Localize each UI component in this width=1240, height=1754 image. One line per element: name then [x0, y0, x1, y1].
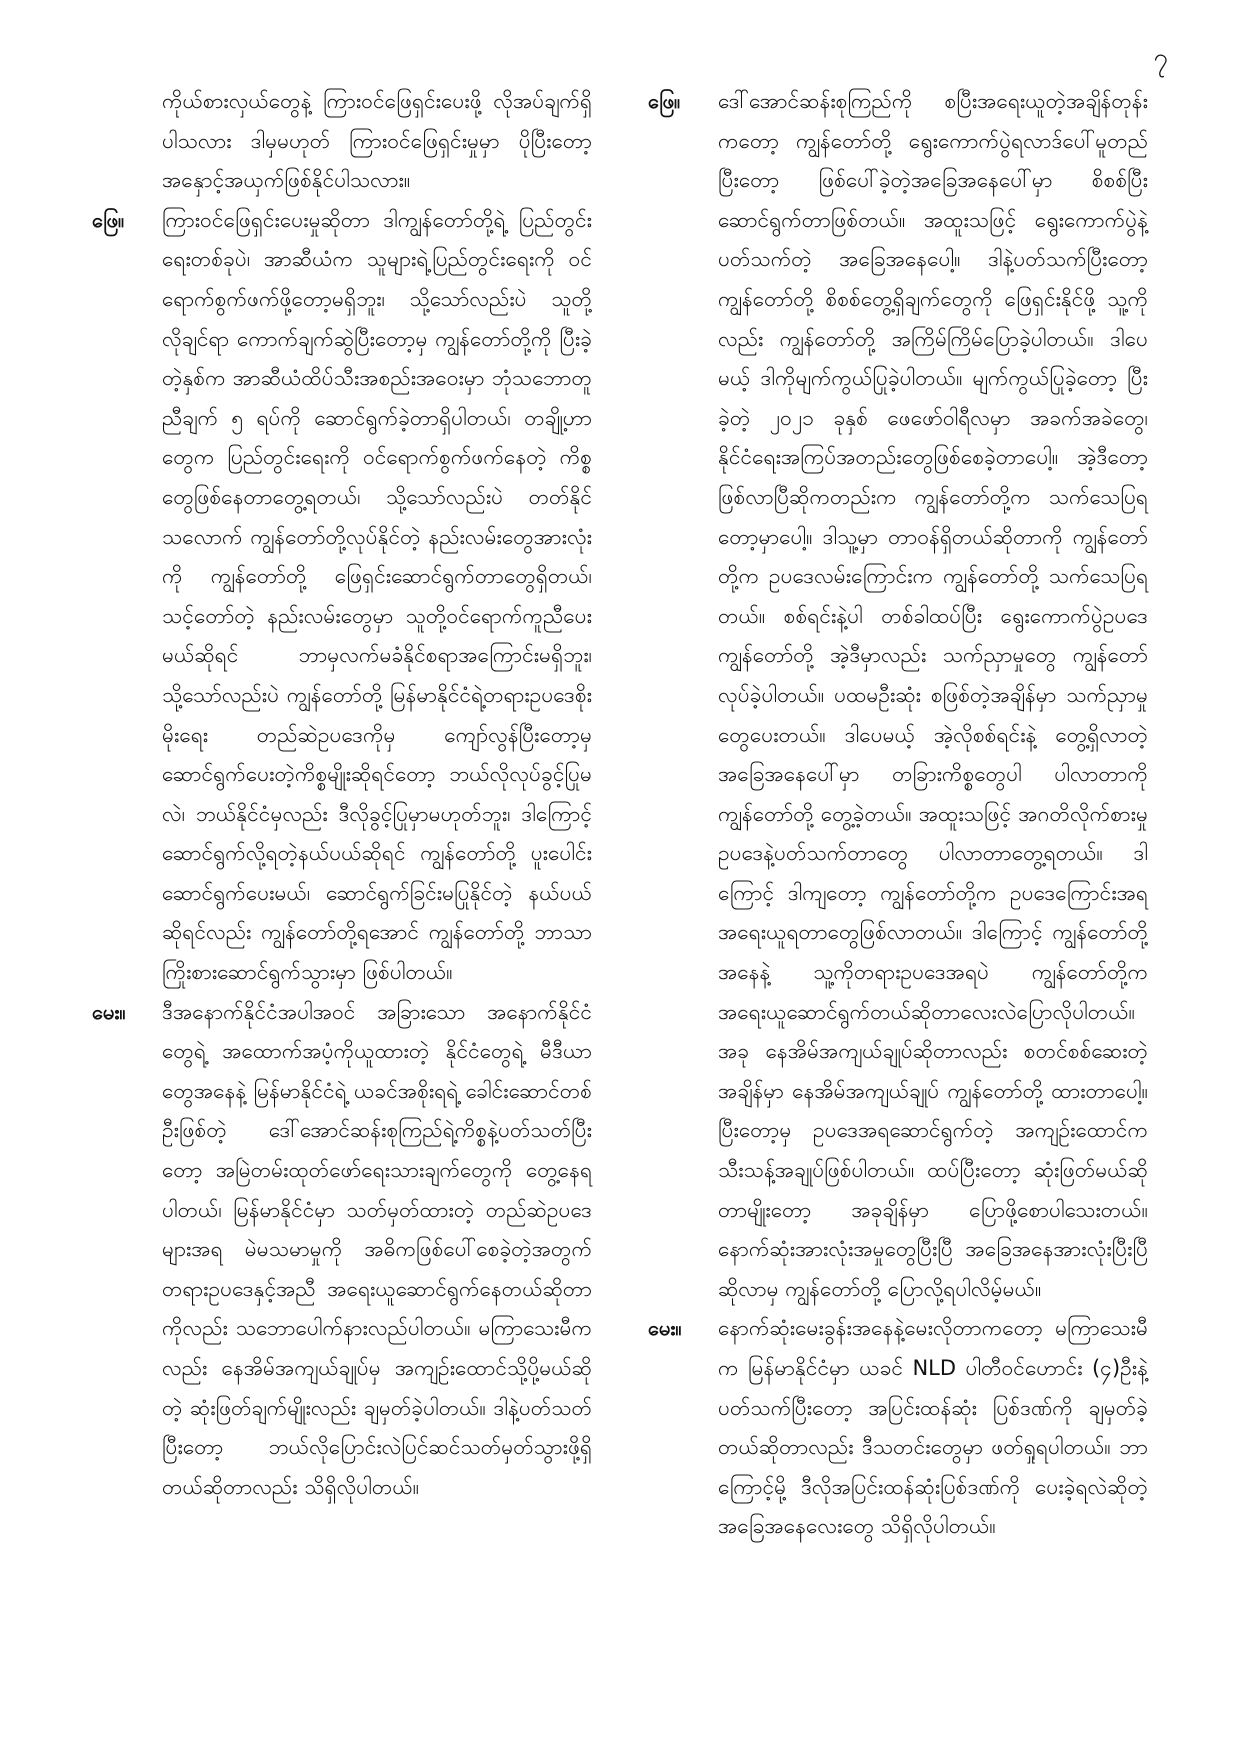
- speaker-label: ဖြေ။: [92, 207, 125, 232]
- qa-block: [92, 993, 592, 1508]
- paragraph-text: ကြားဝင်ဖြေရှင်းပေးမှုဆိုတာ ဒါကျွန်တော်တို့ရဲ့ ပြည်တွင်းရေးတစ်ခုပဲ၊ အာဆီယံက သူများရဲ့ပြည်တွင်းရေးကို ဝင်ရောက်စွက်ဖက်ဖို့တော့မရှိဘူး၊ သို့သော်လည်းပဲ သူတို့လိုချင်ရာ ကောက်ချက်ဆွဲပြီးတော့မှ ကျွန်တော်တို့ကို ပြီးခဲ့တဲ့နှစ်က အာဆီယံထိပ်သီးအစည်းအဝေးမှာ ဘုံသဘောတူညီချက် ၅ ရပ်ကို ဆောင်ရွက်ခဲ့တာရှိပါတယ်၊ တချို့ဟာတွေက ပြည်တွင်းရေးကို ဝင်ရောက်စွက်ဖက်နေတဲ့ ကိစ္စတွေဖြစ်နေတာတွေ့ရတယ်၊ သို့သော်လည်းပဲ တတ်နိုင်သလောက် ကျွန်တော်တို့လုပ်နိုင်တဲ့ နည်းလမ်းတွေအားလုံးကို ကျွန်တော်တို့ ဖြေရှင်းဆောင်ရွက်တာတွေရှိတယ်၊ သင့်တော်တဲ့ နည်းလမ်းတွေမှာ သူတို့ဝင်ရောက်ကူညီပေးမယ်ဆိုရင် ဘာမှလက်မခံနိုင်စရာအကြောင်းမရှိဘူး၊ သို့သော်လည်းပဲ ကျွန်တော်တို့ မြန်မာနိုင်ငံရဲ့တရားဥပဒေစိုးမိုးရေး တည်ဆဲဥပဒေကိုမှ ကျော်လွန်ပြီးတော့မှ ဆောင်ရွက်ပေးတဲ့ကိစ္စမျိုးဆိုရင်တော့ ဘယ်လိုလုပ်ခွင့်ပြုမလဲ၊ ဘယ်နိုင်ငံမှလည်း ဒီလိုခွင့်ပြုမှာမဟုတ်ဘူး၊ ဒါကြောင့် ဆောင်ရွက်လို့ရတဲ့နယ်ပယ်ဆိုရင် ကျွန်တော်တို့ ပူးပေါင်းဆောင်ရွက်ပေးမယ်၊ ဆောင်ရွက်ခြင်းမပြုနိုင်တဲ့ နယ်ပယ်ဆိုရင်လည်း ကျွန်တော်တို့ရအောင် ကျွန်တော်တို့ ဘာသာ ကြိုးစားဆောင်ရွက်သွားမှာ ဖြစ်ပါတယ်။: [162, 207, 592, 985]
- qa-block: [92, 82, 592, 201]
- paragraph-text: ကိုယ်စားလှယ်တွေနဲ့ ကြားဝင်ဖြေရှင်းပေးဖို့ လိုအပ်ချက်ရှိပါသလား ဒါမှမဟုတ် ကြားဝင်ဖြေရှင်းမှုမှာ ပိုပြီးတော့ အနှောင့်အယှက်ဖြစ်နိုင်ပါသလား။: [162, 89, 592, 193]
- speaker-label: ဖြေ။: [648, 89, 681, 113]
- qa-block: [92, 201, 592, 993]
- speaker-label: မေး။: [92, 999, 126, 1024]
- right-column: [648, 82, 1148, 1547]
- speaker-label: မေး။: [648, 1316, 682, 1341]
- qa-block: [648, 82, 1148, 1309]
- left-column: [92, 82, 592, 1507]
- paragraph-text: နောက်ဆုံးမေးခွန်းအနေနဲ့မေးလိုတာကတော့ မကြာသေးမီက မြန်မာနိုင်ငံမှာ ယခင် NLD ပါတီဝင်ဟောင်း (၄)ဦးနဲ့ပတ်သက်ပြီးတော့ အပြင်းထန်ဆုံး ပြစ်ဒဏ်ကို ချမှတ်ခဲ့တယ်ဆိုတာလည်း ဒီသတင်းတွေမှာ ဖတ်ရှုရပါတယ်။ ဘာကြောင့်မို့ ဒီလိုအပြင်းထန်ဆုံးပြစ်ဒဏ်ကို ပေးခဲ့ရလဲဆိုတဲ့ အခြေအနေလေးတွေ သိရှိလိုပါတယ်။: [718, 1316, 1148, 1539]
- qa-block: [648, 1309, 1148, 1547]
- paragraph-text: ဒေါ်အောင်ဆန်းစုကြည်ကို စပြီးအရေးယူတဲ့အချိန်တုန်းကတော့ ကျွန်တော်တို့ ရွေးကောက်ပွဲရလာဒ်ပေါ်မူတည်ပြီးတော့ ဖြစ်ပေါ်ခဲ့တဲ့အခြေအနေပေါ်မှာ စိစစ်ပြီး ဆောင်ရွက်တာဖြစ်တယ်။ အထူးသဖြင့် ရွေးကောက်ပွဲနဲ့ပတ်သက်တဲ့ အခြေအနေပေါ့။ ဒါနဲ့ပတ်သက်ပြီးတော့ ကျွန်တော်တို့ စိစစ်တွေ့ရှိချက်တွေကို ဖြေရှင်းနိုင်ဖို့ သူ့ကိုလည်း ကျွန်တော်တို့ အကြိမ်ကြိမ်ပြောခဲ့ပါတယ်။ ဒါပေမယ့် ဒါကိုမျက်ကွယ်ပြုခဲ့ပါတယ်။ မျက်ကွယ်ပြုခဲ့တော့ ပြီးခဲ့တဲ့ ၂၀၂၁ ခုနှစ် ဖေဖော်ဝါရီလမှာ အခက်အခဲတွေ၊ နိုင်ငံရေးအကြပ်အတည်းတွေဖြစ်စေခဲ့တာပေါ့။ အဲ့ဒီတော့ဖြစ်လာပြီဆိုကတည်းက ကျွန်တော်တို့က သက်သေပြရတော့မှာပေါ့။ ဒါသူ့မှာ တာဝန်ရှိတယ်ဆိုတာကို ကျွန်တော်တို့က ဥပဒေလမ်းကြောင်းက ကျွန်တော်တို့ သက်သေပြရတယ်။ စစ်ရင်းနဲ့ပါ တစ်ခါထပ်ပြီး ရွေးကောက်ပွဲဥပဒေ ကျွန်တော်တို့ အဲ့ဒီမှာလည်း သက်ညှာမှုတွေ ကျွန်တော်လုပ်ခဲ့ပါတယ်။ ပထမဦးဆုံး စဖြစ်တဲ့အချိန်မှာ သက်ညှာမှုတွေပေးတယ်။ ဒါပေမယ့် အဲ့လိုစစ်ရင်းနဲ့ တွေ့ရှိလာတဲ့အခြေအနေပေါ်မှာ တခြားကိစ္စတွေပါ ပါလာတာကို ကျွန်တော်တို့ တွေ့ခဲ့တယ်။ အထူးသဖြင့် အဂတိလိုက်စားမှုဥပဒေနဲ့ပတ်သက်တာတွေ ပါလာတာတွေ့ရတယ်။ ဒါကြောင့် ဒါကျတော့ ကျွန်တော်တို့က ဥပဒေကြောင်းအရ အရေးယူရတာတွေဖြစ်လာတယ်။ ဒါကြောင့် ကျွန်တော်တို့အနေနဲ့ သူ့ကိုတရားဥပဒေအရပဲ ကျွန်တော်တို့က အရေးယူဆောင်ရွက်တယ်ဆိုတာလေးလဲပြောလိုပါတယ်။ အခု နေအိမ်အကျယ်ချုပ်ဆိုတာလည်း စတင်စစ်ဆေးတဲ့အချိန်မှာ နေအိမ်အကျယ်ချုပ် ကျွန်တော်တို့ ထားတာပေါ့။ ပြီးတော့မှ ဥပဒေအရဆောင်ရွက်တဲ့ အကျဉ်းထောင်က သီးသန့်အချုပ်ဖြစ်ပါတယ်။ ထပ်ပြီးတော့ ဆုံးဖြတ်မယ်ဆိုတာမျိုးတော့ အခုချိန်မှာ ပြောဖို့စောပါသေးတယ်။ နောက်ဆုံးအားလုံးအမှုတွေပြီးပြီ အခြေအနေအားလုံးပြီးပြီဆိုလာမှ ကျွန်တော်တို့ ပြောလို့ရပါလိမ့်မယ်။: [718, 89, 1148, 1301]
- paragraph-text: ဒီအနောက်နိုင်ငံအပါအဝင် အခြားသော အနောက်နိုင်ငံတွေရဲ့ အထောက်အပံ့ကိုယူထားတဲ့ နိုင်ငံတွေရဲ့ မီဒီယာတွေအနေနဲ့ မြန်မာနိုင်ငံရဲ့ ယခင်အစိုးရရဲ့ ခေါင်းဆောင်တစ်ဦးဖြစ်တဲ့ ဒေါ်အောင်ဆန်းစုကြည်ရဲ့ကိစ္စနဲ့ပတ်သတ်ပြီးတော့ အမြဲတမ်းထုတ်ဖော်ရေးသားချက်တွေကို တွေ့နေရပါတယ်၊ မြန်မာနိုင်ငံမှာ သတ်မှတ်ထားတဲ့ တည်ဆဲဥပဒေများအရ မဲမသမာမှုကို အဓိကဖြစ်ပေါ်စေခဲ့တဲ့အတွက် တရားဥပဒေနှင့်အညီ အရေးယူဆောင်ရွက်နေတယ်ဆိုတာကိုလည်း သဘောပေါက်နားလည်ပါတယ်။ မကြာသေးမီကလည်း နေအိမ်အကျယ်ချုပ်မှ အကျဉ်းထောင်သို့ပို့မယ်ဆိုတဲ့ ဆုံးဖြတ်ချက်မျိုးလည်း ချမှတ်ခဲ့ပါတယ်။ ဒါနဲ့ပတ်သတ်ပြီးတော့ ဘယ်လိုပြောင်းလဲပြင်ဆင်သတ်မှတ်သွားဖို့ရှိတယ်ဆိုတာလည်း သိရှိလိုပါတယ်။: [162, 999, 592, 1499]
- page-number: ၇: [1153, 43, 1168, 73]
